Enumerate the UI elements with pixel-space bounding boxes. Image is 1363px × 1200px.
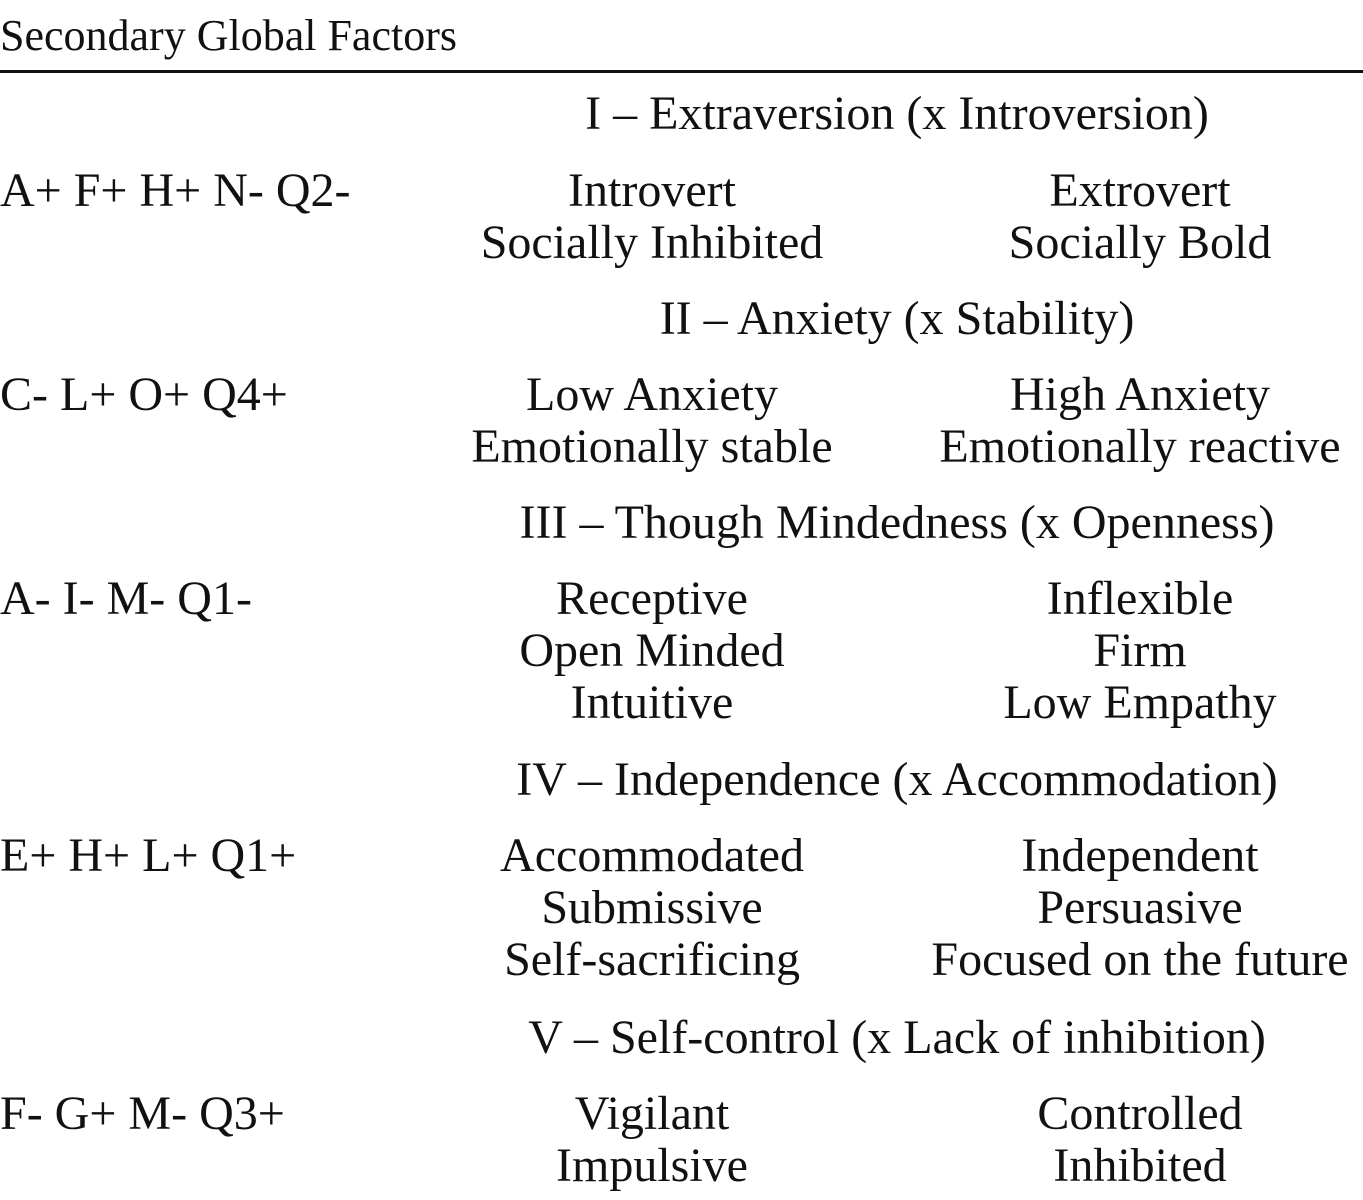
low-descriptor: Intuitive	[570, 676, 734, 729]
factor-codes: C- L+ O+ Q4+	[0, 368, 288, 421]
high-descriptor: Independent	[1021, 829, 1259, 882]
high-descriptor: Low Empathy	[1003, 676, 1277, 729]
low-descriptor: Emotionally stable	[471, 420, 833, 473]
high-descriptor: Extrovert	[1049, 164, 1231, 217]
factor-low-pole	[402, 830, 902, 986]
high-descriptor: Inhibited	[1053, 1139, 1227, 1192]
factor-high-pole	[890, 369, 1363, 473]
factor-high-pole	[890, 165, 1363, 269]
factor-codes: A- I- M- Q1-	[0, 572, 252, 625]
factor-low-pole	[402, 1088, 902, 1192]
low-descriptor: Socially Inhibited	[480, 216, 824, 269]
factor-low-pole	[402, 165, 902, 269]
low-descriptor: Open Minded	[519, 624, 785, 677]
low-descriptor: Receptive	[556, 572, 748, 625]
high-descriptor: Inflexible	[1046, 572, 1234, 625]
table-header: Secondary Global Factors	[0, 11, 457, 60]
high-descriptor: Emotionally reactive	[939, 420, 1341, 473]
factor-high-pole	[890, 573, 1363, 729]
high-descriptor: Firm	[1093, 624, 1187, 677]
low-descriptor: Self-sacrificing	[504, 933, 800, 986]
low-descriptor: Vigilant	[574, 1087, 730, 1140]
factor-title: IV – Independence (x Accommodation)	[516, 753, 1278, 806]
low-descriptor: Submissive	[541, 881, 763, 934]
factor-low-pole	[402, 573, 902, 729]
low-descriptor: Low Anxiety	[526, 368, 778, 421]
header-rule	[0, 70, 1363, 73]
low-descriptor: Impulsive	[556, 1139, 748, 1192]
high-descriptor: Persuasive	[1037, 881, 1243, 934]
high-descriptor: High Anxiety	[1010, 368, 1270, 421]
factor-title: III – Though Mindedness (x Openness)	[519, 496, 1275, 549]
low-descriptor: Introvert	[568, 164, 736, 217]
factor-high-pole	[890, 830, 1363, 986]
low-descriptor: Accommodated	[500, 829, 804, 882]
factor-title: II – Anxiety (x Stability)	[659, 292, 1135, 345]
high-descriptor: Socially Bold	[1008, 216, 1272, 269]
factor-low-pole	[402, 369, 902, 473]
factor-codes: A+ F+ H+ N- Q2-	[0, 164, 351, 217]
factor-title: V – Self-control (x Lack of inhibition)	[528, 1011, 1266, 1064]
factor-high-pole	[890, 1088, 1363, 1192]
factor-codes: F- G+ M- Q3+	[0, 1087, 285, 1140]
high-descriptor: Controlled	[1037, 1087, 1243, 1140]
factor-title: I – Extraversion (x Introversion)	[585, 87, 1209, 140]
factor-codes: E+ H+ L+ Q1+	[0, 829, 297, 882]
high-descriptor: Focused on the future	[931, 933, 1349, 986]
